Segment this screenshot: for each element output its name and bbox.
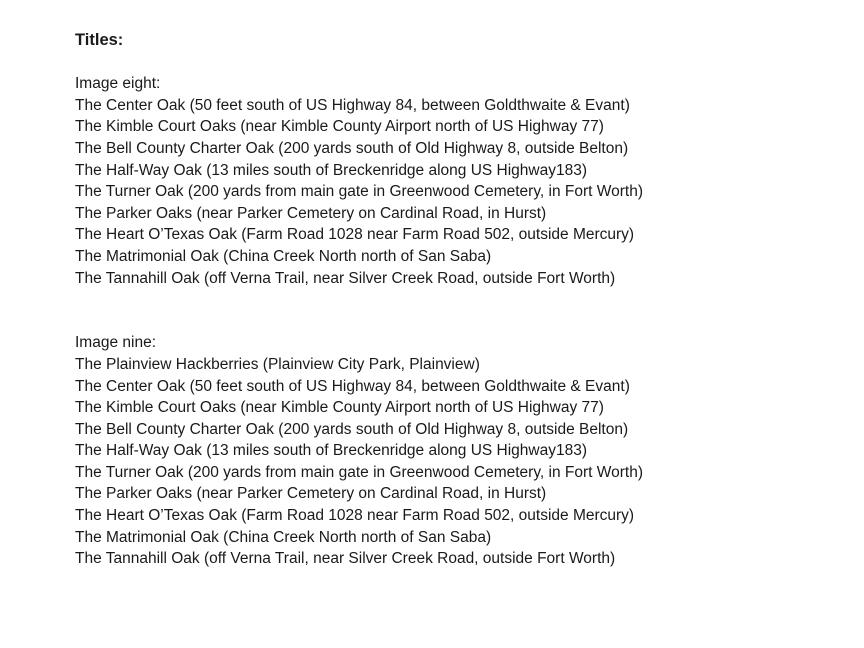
list-item: The Half-Way Oak (13 miles south of Breckenridge along US Highway183) — [75, 442, 588, 460]
list-item: The Tannahill Oak (off Verna Trail, near Silver Creek Road, outside Fort Worth) — [75, 550, 616, 568]
list-item: The Bell County Charter Oak (200 yards south of Old Highway 8, outside Belton) — [75, 420, 629, 438]
list-item: The Heart O’Texas Oak (Farm Road 1028 near Farm Road 502, outside Mercury) — [75, 226, 635, 244]
image-nine-title: Image nine: — [75, 334, 156, 352]
list-item: The Parker Oaks (near Parker Cemetery on Cardinal Road, in Hurst) — [75, 485, 547, 503]
list-item: The Parker Oaks (near Parker Cemetery on Cardinal Road, in Hurst) — [75, 204, 547, 222]
image-eight-title: Image eight: — [75, 75, 161, 93]
document-page — [75, 30, 855, 570]
document-heading: Titles: — [75, 31, 124, 49]
list-item: The Kimble Court Oaks (near Kimble County Airport north of US Highway 77) — [75, 399, 604, 417]
list-item: The Half-Way Oak (13 miles south of Breckenridge along US Highway183) — [75, 161, 588, 179]
image-eight-section — [75, 73, 855, 289]
list-item: The Turner Oak (200 yards from main gate in Greenwood Cemetery, in Fort Worth) — [75, 183, 643, 201]
list-item: The Turner Oak (200 yards from main gate in Greenwood Cemetery, in Fort Worth) — [75, 463, 643, 481]
list-item: The Matrimonial Oak (China Creek North north of San Saba) — [75, 528, 492, 546]
spacer — [75, 52, 855, 74]
list-item: The Center Oak (50 feet south of US Highway 84, between Goldthwaite & Evant) — [75, 96, 630, 114]
image-eight-list — [75, 95, 855, 289]
list-item: The Plainview Hackberries (Plainview City Park, Plainview) — [75, 355, 480, 373]
image-nine-section — [75, 332, 855, 570]
image-nine-list — [75, 354, 855, 570]
spacer — [75, 289, 855, 332]
list-item: The Matrimonial Oak (China Creek North north of San Saba) — [75, 247, 492, 265]
list-item: The Tannahill Oak (off Verna Trail, near Silver Creek Road, outside Fort Worth) — [75, 269, 616, 287]
list-item: The Heart O’Texas Oak (Farm Road 1028 near Farm Road 502, outside Mercury) — [75, 507, 635, 525]
list-item: The Bell County Charter Oak (200 yards south of Old Highway 8, outside Belton) — [75, 139, 629, 157]
list-item: The Center Oak (50 feet south of US Highway 84, between Goldthwaite & Evant) — [75, 377, 630, 395]
list-item: The Kimble Court Oaks (near Kimble County Airport north of US Highway 77) — [75, 118, 604, 136]
